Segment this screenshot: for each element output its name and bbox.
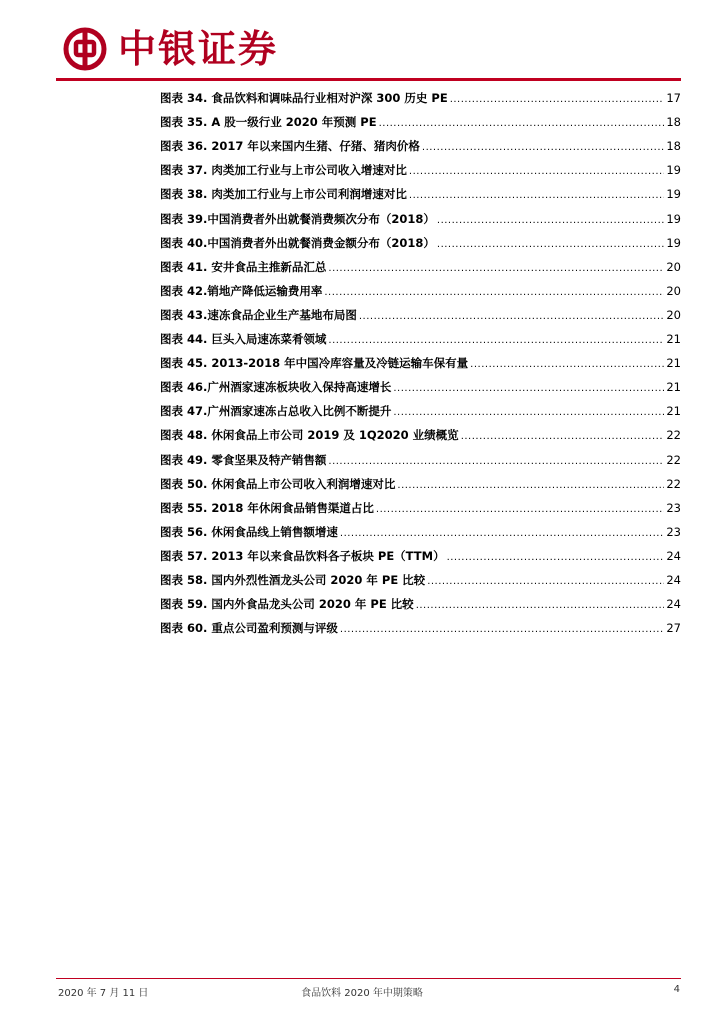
toc-entry[interactable] bbox=[160, 88, 681, 108]
toc-entry[interactable] bbox=[160, 570, 681, 590]
toc-entry[interactable] bbox=[160, 425, 681, 445]
toc-entry-label: 图表 59. 国内外食品龙头公司 2020 年 PE 比较 bbox=[160, 597, 414, 612]
toc-entry-label: 图表 34. 食品饮料和调味品行业相对沪深 300 历史 PE bbox=[160, 91, 448, 105]
toc-entry[interactable] bbox=[160, 546, 681, 566]
toc-entry-page: 18 bbox=[666, 139, 681, 154]
toc-leader-dots bbox=[437, 211, 664, 231]
toc-entry-page: 24 bbox=[666, 573, 681, 587]
brand-name: 中银证券 bbox=[118, 26, 279, 71]
toc-leader-dots bbox=[340, 620, 664, 640]
toc-entry-label: 图表 35. A 股一级行业 2020 年预测 PE bbox=[160, 115, 377, 130]
toc-leader-dots bbox=[324, 283, 664, 303]
toc-entry[interactable] bbox=[160, 377, 681, 397]
toc-entry-page: 18 bbox=[666, 115, 681, 130]
toc-entry-page: 20 bbox=[666, 259, 681, 274]
toc-entry[interactable] bbox=[160, 522, 681, 542]
toc-entry-label: 图表 39.中国消费者外出就餐消费频次分布（2018） bbox=[160, 211, 435, 226]
toc-entry-label: 图表 48. 休闲食品上市公司 2019 及 1Q2020 业绩概览 bbox=[160, 428, 459, 443]
toc-leader-dots bbox=[379, 114, 665, 134]
toc-entry-label: 图表 40.中国消费者外出就餐消费金额分布（2018） bbox=[160, 235, 435, 250]
toc-entry-label: 图表 50. 休闲食品上市公司收入利润增速对比 bbox=[160, 476, 396, 491]
toc-leader-dots bbox=[427, 572, 664, 592]
toc-leader-dots bbox=[450, 90, 665, 110]
toc-entry-page: 17 bbox=[666, 91, 681, 105]
header-divider bbox=[56, 78, 681, 81]
toc-leader-dots bbox=[393, 379, 664, 399]
toc-entry[interactable] bbox=[160, 257, 681, 277]
toc-entry[interactable] bbox=[160, 594, 681, 614]
toc-entry-page: 19 bbox=[666, 163, 681, 178]
toc-entry[interactable] bbox=[160, 329, 681, 349]
toc-entry-label: 图表 43.速冻食品企业生产基地布局图 bbox=[160, 307, 357, 322]
page-header bbox=[0, 0, 724, 82]
toc-entry-page: 19 bbox=[666, 211, 681, 226]
toc-entry[interactable] bbox=[160, 474, 681, 494]
toc-entry-page: 23 bbox=[666, 500, 681, 515]
toc-entry-page: 20 bbox=[666, 283, 681, 298]
toc-leader-dots bbox=[409, 162, 664, 182]
toc-entry[interactable] bbox=[160, 305, 681, 325]
toc-entry-page: 21 bbox=[666, 356, 681, 371]
footer-title: 食品饮料 2020 年中期策略 bbox=[301, 988, 423, 999]
toc-entry-label: 图表 36. 2017 年以来国内生猪、仔猪、猪肉价格 bbox=[160, 139, 420, 154]
footer-page-number: 4 bbox=[673, 984, 680, 995]
toc-entry-label: 图表 41. 安井食品主推新品汇总 bbox=[160, 259, 327, 274]
toc-entry-label: 图表 45. 2013-2018 年中国冷库容量及冷链运输车保有量 bbox=[160, 356, 469, 371]
toc-entry-label: 图表 42.销地产降低运输费用率 bbox=[160, 283, 323, 298]
toc-entry-label: 图表 46.广州酒家速冻板块收入保持高速增长 bbox=[160, 380, 392, 395]
toc-leader-dots bbox=[393, 403, 664, 423]
toc-leader-dots bbox=[397, 476, 664, 496]
toc-entry[interactable] bbox=[160, 353, 681, 373]
toc-entry-page: 22 bbox=[666, 428, 681, 443]
toc-entry-page: 21 bbox=[666, 404, 681, 419]
toc-entry-label: 图表 38. 肉类加工行业与上市公司利润增速对比 bbox=[160, 187, 407, 202]
toc-leader-dots bbox=[416, 596, 665, 616]
toc-entry[interactable] bbox=[160, 209, 681, 229]
bank-of-china-logo-icon bbox=[63, 27, 107, 71]
toc-entry[interactable] bbox=[160, 281, 681, 301]
toc-entry-label: 图表 37. 肉类加工行业与上市公司收入增速对比 bbox=[160, 163, 407, 178]
toc-entry-page: 22 bbox=[666, 476, 681, 491]
toc-entry-page: 27 bbox=[666, 621, 681, 636]
toc-entry-page: 24 bbox=[666, 597, 681, 612]
toc-leader-dots bbox=[328, 452, 664, 472]
toc-entry-page: 20 bbox=[666, 307, 681, 322]
toc-leader-dots bbox=[447, 548, 665, 568]
toc-entry[interactable] bbox=[160, 136, 681, 156]
toc-entry-label: 图表 44. 巨头入局速冻菜肴领域 bbox=[160, 332, 327, 346]
toc-leader-dots bbox=[359, 307, 664, 327]
toc-entry[interactable] bbox=[160, 450, 681, 470]
toc-entry-label: 图表 55. 2018 年休闲食品销售渠道占比 bbox=[160, 500, 374, 515]
toc-entry-page: 21 bbox=[666, 332, 681, 346]
toc-entry-label: 图表 57. 2013 年以来食品饮料各子板块 PE（TTM） bbox=[160, 548, 445, 563]
footer-date: 2020 年 7 月 11 日 bbox=[58, 988, 149, 999]
toc-entry-label: 图表 56. 休闲食品线上销售额增速 bbox=[160, 524, 338, 539]
toc-leader-dots bbox=[328, 331, 664, 351]
toc-entry-page: 19 bbox=[666, 187, 681, 202]
toc-entry-page: 23 bbox=[666, 524, 681, 539]
toc-leader-dots bbox=[409, 186, 664, 206]
toc-entry[interactable] bbox=[160, 618, 681, 638]
toc-leader-dots bbox=[422, 138, 664, 158]
footer-divider bbox=[56, 978, 681, 979]
toc-leader-dots bbox=[470, 355, 664, 375]
toc-entry-page: 22 bbox=[666, 452, 681, 467]
toc-entry[interactable] bbox=[160, 160, 681, 180]
toc-entry[interactable] bbox=[160, 401, 681, 421]
toc-leader-dots bbox=[340, 524, 664, 544]
toc-entry[interactable] bbox=[160, 184, 681, 204]
toc-entry-label: 图表 47.广州酒家速冻占总收入比例不断提升 bbox=[160, 404, 392, 419]
toc-entry-page: 24 bbox=[666, 548, 681, 563]
toc-entry-page: 21 bbox=[666, 380, 681, 395]
toc-leader-dots bbox=[376, 500, 664, 520]
toc-entry[interactable] bbox=[160, 233, 681, 253]
toc-leader-dots bbox=[328, 259, 664, 279]
toc-entry-label: 图表 60. 重点公司盈利预测与评级 bbox=[160, 621, 338, 636]
toc-entry[interactable] bbox=[160, 112, 681, 132]
toc-leader-dots bbox=[437, 235, 664, 255]
toc-entry-page: 19 bbox=[666, 235, 681, 250]
toc-entry[interactable] bbox=[160, 498, 681, 518]
toc-entry-label: 图表 49. 零食坚果及特产销售额 bbox=[160, 452, 327, 467]
toc-leader-dots bbox=[461, 427, 665, 447]
toc-entry-label: 图表 58. 国内外烈性酒龙头公司 2020 年 PE 比较 bbox=[160, 573, 426, 587]
